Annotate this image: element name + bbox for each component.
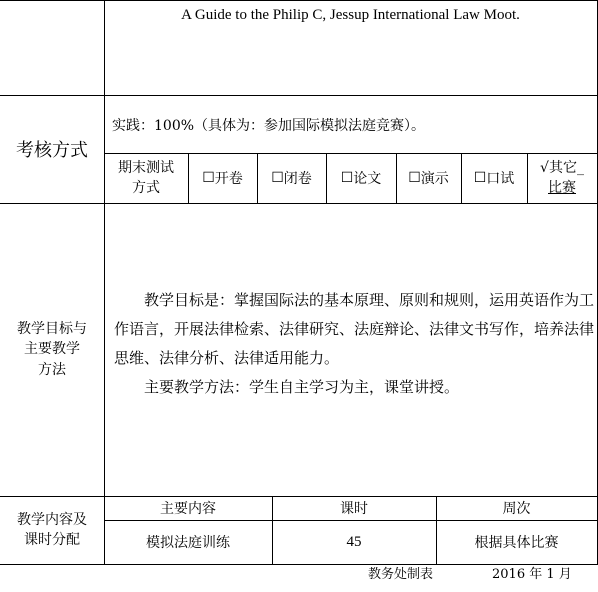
checkbox-icon[interactable]: ☐ [408, 170, 421, 186]
assessment-label: 考核方式 [16, 140, 88, 161]
option-open-book[interactable] [188, 153, 257, 203]
content-label [0, 496, 104, 564]
option-closed-book[interactable] [257, 153, 326, 203]
header-hours: 课时 [340, 501, 368, 517]
option-label: 闭卷 [283, 171, 312, 187]
goals-label [0, 203, 104, 496]
goals-label-line1: 教学目标与 [17, 321, 87, 338]
checkbox-icon[interactable]: ☐ [473, 170, 487, 186]
option-oral-exam[interactable] [461, 153, 527, 203]
option-presentation[interactable] [396, 153, 461, 203]
header-main-content: 主要内容 [160, 501, 216, 517]
practice-cell [104, 95, 597, 153]
goals-cell [104, 203, 597, 496]
cell-main-content: 模拟法庭训练 [146, 535, 230, 551]
option-other-value: 比赛 [548, 180, 576, 196]
option-other[interactable] [527, 153, 597, 203]
goals-label-line2: 主要教学 [24, 341, 80, 358]
checkbox-icon[interactable]: ☐ [271, 170, 284, 186]
option-paper[interactable] [326, 153, 396, 203]
checkbox-icon[interactable]: ☐ [202, 170, 215, 186]
header-weeks: 周次 [502, 501, 531, 517]
check-icon[interactable]: √ [540, 159, 549, 176]
exam-method-label [104, 153, 188, 203]
checkbox-icon[interactable]: ☐ [340, 170, 354, 186]
cell-hours: 45 [346, 533, 362, 550]
table-bottom-border [0, 564, 598, 565]
exam-method-label-line2: 方式 [132, 180, 160, 196]
goals-label-line3: 方法 [38, 361, 66, 378]
textbook-title: A Guide to the Philip C, Jessup International Law Moot. [181, 7, 520, 23]
footer-date: 2016 年 1 月 [492, 567, 572, 582]
option-label: 演示 [420, 171, 449, 187]
option-other-line1 [540, 158, 584, 178]
option-label: 开卷 [214, 171, 243, 187]
teaching-objective: 教学目标是：掌握国际法的基本原理、原则和规则，运用英语作为工作语言，开展法律检索、法律研究、法庭辩论、法律文书写作，培养法律思维、法律分析、法律适用能力。 [114, 291, 595, 367]
practice-text: 实践：100%（具体为：参加国际模拟法庭竞赛）。 [112, 118, 426, 134]
exam-method-label-line1: 期末测试 [118, 159, 174, 176]
option-other-underscore: _ [576, 159, 584, 176]
content-label-line2: 课时分配 [24, 532, 80, 548]
footer-maker: 教务处制表 [368, 567, 434, 582]
content-label-line1: 教学内容及 [17, 511, 87, 528]
cell-weeks: 根据具体比赛 [474, 535, 559, 551]
option-label: 论文 [353, 171, 382, 187]
teaching-method: 主要教学方法：学生自主学习为主，课堂讲授。 [144, 378, 460, 396]
textbook-cell [104, 0, 597, 95]
option-other-label: 其它 [548, 159, 577, 176]
option-label: 口试 [486, 171, 515, 187]
